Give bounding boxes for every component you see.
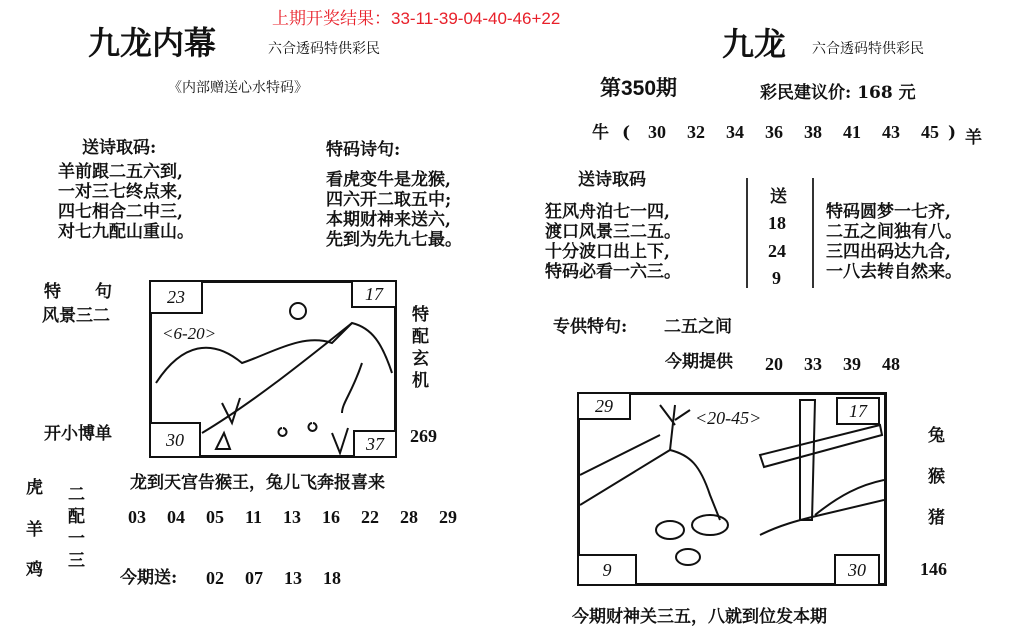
- poem-line: 先到为先九七最。: [326, 230, 462, 250]
- poem2: [326, 170, 462, 250]
- poem-line: 渡口风景三二五。: [545, 222, 681, 242]
- left-subtitle: 六合透码特供彩民: [268, 41, 380, 57]
- poem-line: 狂风舟泊七一四,: [545, 202, 670, 222]
- left-sketch: [149, 280, 397, 458]
- right-sketch: [577, 392, 887, 586]
- left-numbers: 03 04 05 11 13 16 22 28 29: [128, 507, 458, 527]
- right-poem-heading: 送诗取码: [578, 170, 646, 190]
- verse: 龙到天宫告猴王，兔儿飞奔报喜来: [130, 473, 385, 493]
- left-side-number: 269: [410, 426, 437, 446]
- corner-number: 29: [577, 392, 631, 420]
- poem2-heading: 特码诗句:: [326, 140, 401, 160]
- right-sketch-range: <20-45>: [695, 408, 762, 428]
- poem-line: 对七九配山重山。: [58, 222, 194, 242]
- zodiac-item: 羊: [26, 520, 43, 540]
- divider: [746, 178, 748, 288]
- pairing: [68, 484, 86, 572]
- bet-label: 开小博单: [44, 424, 112, 444]
- right-subtitle: 六合透码特供彩民: [812, 41, 924, 57]
- corner-number: 17: [836, 397, 880, 425]
- pairing-char: 二: [68, 485, 85, 505]
- poem1-heading: 送诗取码:: [82, 138, 157, 158]
- range-start: 牛: [592, 123, 609, 143]
- zodiac-item: 猴: [928, 467, 945, 487]
- send-number: 18: [768, 213, 786, 233]
- zodiac-item: 兔: [928, 426, 945, 446]
- poem-line: 特码圆梦一七齐,: [826, 202, 951, 222]
- poem-line: 一八去转自然来。: [826, 262, 962, 282]
- corner-number: 17: [351, 280, 397, 308]
- pairing-char: 三: [68, 551, 85, 571]
- divider: [812, 178, 814, 288]
- send-number: 24: [768, 241, 786, 261]
- right-poem-right: [826, 202, 962, 282]
- close-paren: ): [948, 123, 957, 143]
- special-value: 二五之间: [664, 317, 732, 337]
- open-paren: (: [622, 123, 631, 143]
- right-poem-left: [545, 202, 681, 282]
- side-label: 特配玄机: [412, 305, 429, 391]
- poem-line: 特码必看一六三。: [545, 262, 681, 282]
- poem-line: 四七相合二中三,: [58, 202, 183, 222]
- range-numbers: 30 32 34 36 38 41 43 45: [648, 122, 939, 142]
- poem-line: 四六开二取五中;: [326, 190, 452, 210]
- range-end: 羊: [965, 128, 982, 148]
- gift-numbers: 02 07 13 18: [206, 568, 341, 588]
- provide-label: 今期提供: [665, 352, 733, 372]
- poem-line: 二五之间独有八。: [826, 222, 962, 242]
- special-label: 专供特句:: [553, 317, 628, 337]
- left-sketch-range: <6-20>: [162, 324, 217, 343]
- poem-line: 一对三七终点来,: [58, 182, 183, 202]
- pairing-char: 配: [68, 507, 85, 527]
- gift-label: 今期送:: [120, 568, 178, 588]
- corner-number: 30: [149, 422, 201, 458]
- corner-number: 30: [834, 554, 880, 586]
- footer-verse: 今期财神关三五，八就到位发本期: [572, 607, 827, 627]
- poem-line: 三四出码达九合,: [826, 242, 951, 262]
- corner-number: 9: [577, 554, 637, 586]
- right-side-number: 146: [920, 559, 947, 579]
- corner-number: 37: [353, 430, 397, 458]
- inner-title: 《内部赠送心水特码》: [168, 80, 308, 96]
- send-number: 9: [772, 268, 781, 288]
- issue-number: 第350期: [600, 77, 678, 100]
- special-phrase: 风景三二: [42, 306, 110, 326]
- zodiac-item: 虎: [26, 478, 43, 498]
- price: 彩民建议价: 168 元: [760, 83, 916, 103]
- poem-line: 十分波口出上下,: [545, 242, 670, 262]
- poem-line: 羊前跟二五六到,: [58, 162, 183, 182]
- last-draw-result: 上期开奖结果：33-11-39-04-40-46+22: [272, 9, 561, 28]
- pairing-char: 一: [68, 529, 85, 549]
- right-title: 九龙: [722, 25, 787, 63]
- zodiac-item: 鸡: [26, 560, 43, 580]
- poem-line: 本期财神来送六,: [326, 210, 451, 230]
- send-label: 送: [770, 187, 787, 207]
- corner-number: 23: [149, 280, 203, 314]
- poem-line: 看虎变牛是龙猴,: [326, 170, 451, 190]
- zodiac-item: 猪: [928, 508, 945, 528]
- special-heading: 特 句: [44, 282, 112, 302]
- left-title: 九龙内幕: [88, 24, 217, 62]
- poem1: [58, 162, 194, 242]
- provide-numbers: 20 33 39 48: [765, 354, 900, 374]
